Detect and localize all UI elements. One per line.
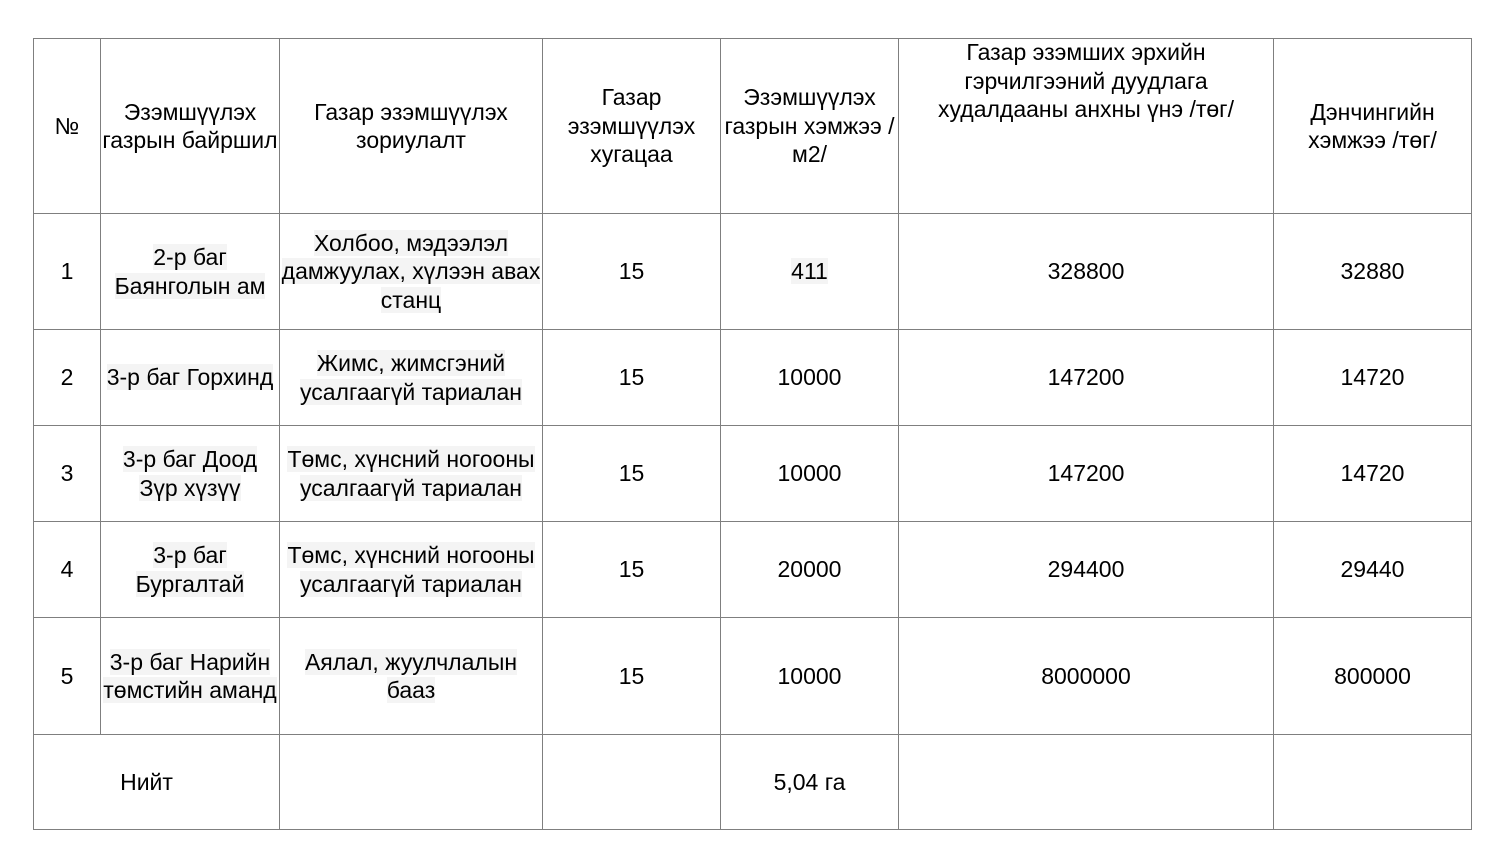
cell-location (101, 426, 280, 522)
cell-area: 10000 (721, 426, 899, 522)
cell-no: 1 (34, 214, 101, 330)
header-area: Эзэмшүүлэх газрын хэмжээ /м2/ (721, 39, 899, 214)
cell-purpose-text: Төмс, хүнсний ногооны усалгаагүй тариалан (287, 446, 535, 501)
header-purpose: Газар эзэмшүүлэх зориулалт (280, 39, 543, 214)
table-header-row (34, 39, 1472, 214)
header-no: № (34, 39, 101, 214)
total-area: 5,04 га (721, 735, 899, 830)
cell-purpose-text: Холбоо, мэдээлэл дамжуулах, хүлээн авах станц (281, 229, 541, 313)
table-row (34, 214, 1472, 330)
cell-location (101, 522, 280, 618)
header-duration: Газар эзэмшүүлэх хугацаа (543, 39, 721, 214)
total-label-text: Нийт (120, 768, 173, 795)
cell-purpose (280, 330, 543, 426)
cell-deposit: 29440 (1274, 522, 1472, 618)
cell-price: 147200 (899, 426, 1274, 522)
cell-deposit: 14720 (1274, 330, 1472, 426)
cell-price: 8000000 (899, 618, 1274, 735)
cell-purpose (280, 214, 543, 330)
cell-location-text: 2-р баг Баянголын ам (114, 244, 266, 299)
total-empty-price (899, 735, 1274, 830)
cell-no: 5 (34, 618, 101, 735)
cell-location-text: 3-р баг Нарийн төмстийн аманд (103, 648, 277, 703)
cell-purpose-text: Төмс, хүнсний ногооны усалгаагүй тариалан (287, 542, 535, 597)
cell-price: 328800 (899, 214, 1274, 330)
cell-duration: 15 (543, 522, 721, 618)
cell-purpose (280, 426, 543, 522)
cell-area: 20000 (721, 522, 899, 618)
cell-area: 10000 (721, 618, 899, 735)
land-auction-table (33, 38, 1472, 830)
cell-area-text: 411 (791, 258, 828, 285)
total-row (34, 735, 1472, 830)
cell-location-text: 3-р баг Бургалтай (135, 542, 245, 597)
table-row (34, 330, 1472, 426)
cell-duration: 15 (543, 214, 721, 330)
cell-price: 147200 (899, 330, 1274, 426)
cell-deposit: 14720 (1274, 426, 1472, 522)
cell-price: 294400 (899, 522, 1274, 618)
cell-purpose (280, 522, 543, 618)
cell-location (101, 330, 280, 426)
total-empty-purpose (280, 735, 543, 830)
cell-duration: 15 (543, 618, 721, 735)
header-deposit: Дэнчингийн хэмжээ /төг/ (1274, 39, 1472, 214)
cell-deposit: 800000 (1274, 618, 1472, 735)
cell-duration: 15 (543, 330, 721, 426)
header-price (899, 39, 1274, 214)
cell-deposit: 32880 (1274, 214, 1472, 330)
cell-purpose (280, 618, 543, 735)
table-row (34, 618, 1472, 735)
total-empty-duration (543, 735, 721, 830)
cell-location-text: 3-р баг Горхинд (106, 364, 274, 391)
cell-duration: 15 (543, 426, 721, 522)
cell-purpose-text: Аялал, жуулчлалын бааз (304, 648, 518, 703)
header-location: Эзэмшүүлэх газрын байршил (101, 39, 280, 214)
cell-location (101, 214, 280, 330)
total-empty-deposit (1274, 735, 1472, 830)
cell-location (101, 618, 280, 735)
cell-no: 3 (34, 426, 101, 522)
cell-purpose-text: Жимс, жимсгэний усалгаагүй тариалан (300, 350, 522, 405)
cell-area: 10000 (721, 330, 899, 426)
cell-no: 2 (34, 330, 101, 426)
total-label (34, 735, 280, 830)
cell-no: 4 (34, 522, 101, 618)
header-price-text: Газар эзэмших эрхийн гэрчилгээний дуудлага худалдааны анхны үнэ /төг/ (938, 39, 1234, 122)
table-row (34, 522, 1472, 618)
cell-area (721, 214, 899, 330)
table-row (34, 426, 1472, 522)
cell-location-text: 3-р баг Доод Зүр хүзүү (122, 446, 258, 501)
